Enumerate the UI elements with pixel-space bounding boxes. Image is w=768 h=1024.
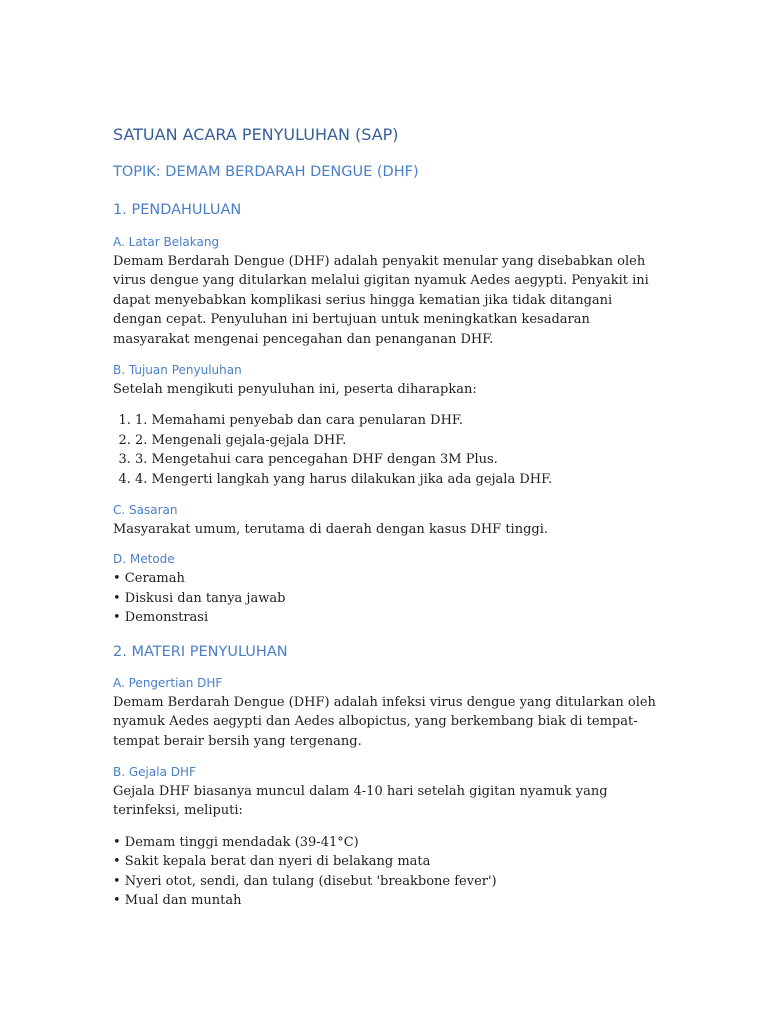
sasaran-text: Masyarakat umum, terutama di daerah dengan kasus DHF tinggi. xyxy=(113,522,549,538)
list-item: • Sakit kepala berat dan nyeri di belakang mata xyxy=(113,854,431,870)
section-2-heading: 2. MATERI PENYULUHAN xyxy=(113,643,288,660)
list-item: • Demam tinggi mendadak (39-41°C) xyxy=(113,834,359,850)
metode-list xyxy=(113,569,656,627)
pengertian-text: Demam Berdarah Dengue (DHF) adalah infeksi virus dengue yang ditularkan oleh nyamuk Aedes aegypti dan Aedes albopictus, yang berkembang biak di tempat-tempat berair bersih yang tergenang. xyxy=(113,694,656,749)
topic-heading: TOPIK: DEMAM BERDARAH DENGUE (DHF) xyxy=(113,164,419,180)
latar-belakang-heading: A. Latar Belakang xyxy=(113,235,220,249)
metode-heading: D. Metode xyxy=(113,552,175,567)
list-item: 3. 3. Mengetahui cara pencegahan DHF dengan 3M Plus. xyxy=(135,450,656,469)
list-item: • Mual dan muntah xyxy=(113,892,242,908)
document-title: SATUAN ACARA PENYULUHAN (SAP) xyxy=(113,125,399,144)
section-1-heading: 1. PENDAHULUAN xyxy=(113,202,242,218)
sasaran-heading: C. Sasaran xyxy=(113,503,178,518)
list-item: • Ceramah xyxy=(113,571,185,587)
latar-belakang-text: Demam Berdarah Dengue (DHF) adalah penyakit menular yang disebabkan oleh virus dengue yang ditularkan melalui gigitan nyamuk Aedes aegypti. Penyakit ini dapat menyebabkan komplikasi serius hingga kematian jika tidak ditangani dengan cepat. Penyuluhan ini bertujuan untuk meningkatkan kesadaran masyarakat mengenai pencegahan dan penanganan DHF. xyxy=(113,254,649,347)
list-item: 4. 4. Mengerti langkah yang harus dilakukan jika ada gejala DHF. xyxy=(135,470,656,489)
pengertian-heading: A. Pengertian DHF xyxy=(113,675,223,690)
tujuan-intro: Setelah mengikuti penyuluhan ini, peserta diharapkan: xyxy=(113,382,477,398)
list-item: • Diskusi dan tanya jawab xyxy=(113,590,286,606)
tujuan-heading: B. Tujuan Penyuluhan xyxy=(113,363,242,378)
list-item: 2. 2. Mengenali gejala-gejala DHF. xyxy=(135,431,656,450)
list-item: • Nyeri otot, sendi, dan tulang (disebut 'breakbone fever') xyxy=(113,873,497,889)
gejala-list xyxy=(113,833,656,911)
list-item: • Demonstrasi xyxy=(113,610,209,626)
gejala-heading: B. Gejala DHF xyxy=(113,764,196,779)
gejala-intro: Gejala DHF biasanya muncul dalam 4-10 hari setelah gigitan nyamuk yang terinfeksi, meliputi: xyxy=(113,783,608,819)
tujuan-list xyxy=(113,411,656,489)
list-item: 1. 1. Memahami penyebab dan cara penularan DHF. xyxy=(135,411,656,430)
